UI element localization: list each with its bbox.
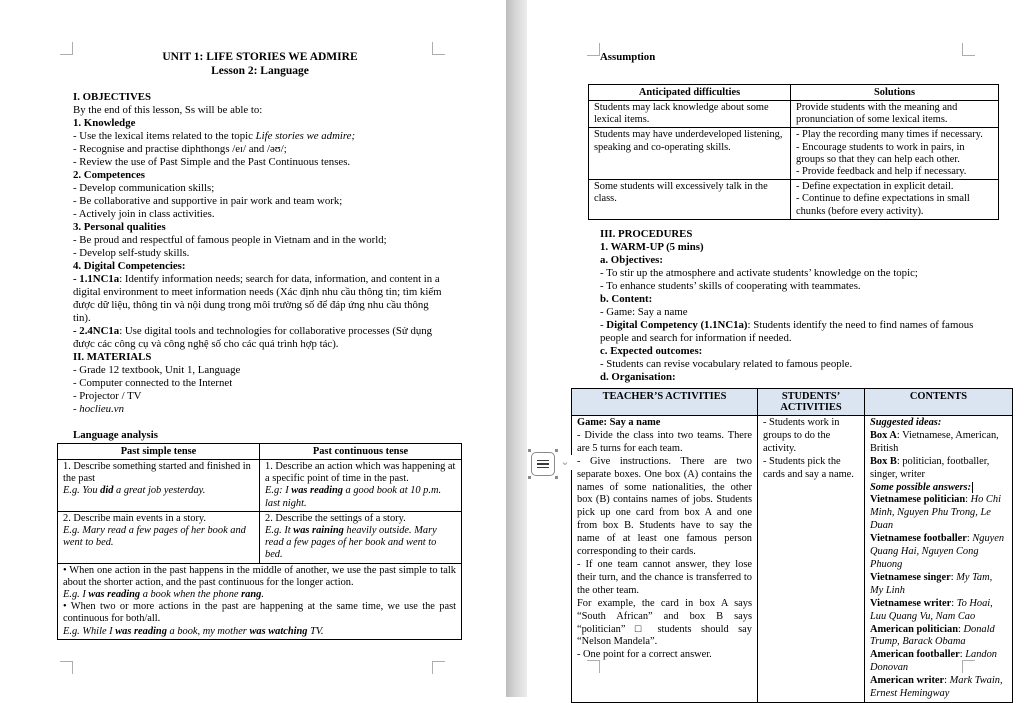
table-row <box>58 511 462 563</box>
paragraph: Box B: politician, footballer, singer, writer <box>870 455 990 480</box>
paragraph: - Actively join in class activities. <box>73 208 215 220</box>
paragraph: - Be proud and respectful of famous people in Vietnam and in the world; <box>73 234 387 246</box>
paragraph: E.g. While I was reading a book, my mother was watching TV. <box>63 625 324 637</box>
paragraph: Provide students with the meaning and pronunciation of some lexical items. <box>796 102 958 126</box>
paragraph: Students may have underdeveloped listening, speaking and co-operating skills. <box>594 129 783 153</box>
assumption-table <box>588 84 999 220</box>
heading: a. Objectives: <box>600 254 663 266</box>
table-cell <box>791 128 999 180</box>
paragraph: - Recognise and practise diphthongs /eɪ/ and /əʊ/; <box>73 143 287 155</box>
paragraph: Students may lack knowledge about some lexical items. <box>594 102 769 126</box>
paragraph: - Use the lexical items related to the topic Life stories we admire; <box>73 130 356 142</box>
paragraph: Vietnamese singer: My Tam, My Linh <box>870 571 993 596</box>
heading: 1. Knowledge <box>73 117 136 129</box>
table-cell <box>260 511 462 563</box>
paragraph: - Grade 12 textbook, Unit 1, Language <box>73 364 241 376</box>
crop-mark <box>432 661 445 674</box>
selection-handle <box>555 449 558 452</box>
table-row <box>58 563 462 639</box>
chevron-down-icon[interactable]: ⌄ <box>557 455 573 470</box>
contents-cell <box>865 416 1013 703</box>
paragraph: For example, the card in box A says “South African” and box B says “politician” □ students should say “Nelson Mandela”. <box>577 597 752 648</box>
paragraph: - Review the use of Past Simple and the Past Continuous tenses. <box>73 156 351 168</box>
heading: b. Content: <box>600 293 653 305</box>
paragraph: • When two or more actions in the past are happening at the same time, we use the past continuous for both/all. <box>63 601 456 625</box>
paragraph: E.g. You did a great job yesterday. <box>63 485 206 497</box>
selection-handle <box>528 449 531 452</box>
heading: UNIT 1: LIFE STORIES WE ADMIRE <box>162 51 358 63</box>
table-cell <box>589 128 791 180</box>
paragraph: - 1.1NC1a: Identify information needs; search for data, information, and content in a digital environment to meet information needs (Xác định nhu cầu thông tin; tìm kiếm được dữ liệu, thông tin và nội dung trong môi trường số để đáp ứng nhu cầu thông tin). <box>73 273 442 324</box>
table-cell <box>589 101 791 128</box>
column-header: Past simple tense <box>58 444 260 460</box>
paragraph: 1. Describe an action which was happening at a specific point of time in the past. <box>265 461 456 485</box>
page-gap-divider <box>506 0 527 697</box>
paragraph <box>73 416 447 429</box>
table-row <box>589 180 999 220</box>
table-cell <box>791 101 999 128</box>
paragraph: Suggested ideas: <box>870 417 942 428</box>
column-header: TEACHER’S ACTIVITIES <box>572 389 758 416</box>
handle-lines-icon <box>537 460 549 462</box>
heading: Game: Say a name <box>577 417 661 428</box>
language-analysis-table <box>57 443 462 640</box>
paragraph: - Game: Say a name <box>600 306 688 318</box>
table-cell <box>58 460 260 512</box>
crop-mark <box>60 42 73 55</box>
paragraph: - To stir up the atmosphere and activate students’ knowledge on the topic; <box>600 267 918 279</box>
paragraph: 2. Describe the settings of a story. <box>265 512 406 524</box>
heading: III. PROCEDURES <box>600 228 693 240</box>
left-page-text <box>73 50 447 442</box>
students-activities-cell <box>758 416 865 703</box>
paragraph: - Students can revise vocabulary related to famous people. <box>600 358 853 370</box>
table-header-row <box>572 389 1013 416</box>
paragraph: - If one team cannot answer, they lose their turn, and the chance is transferred to the other team. <box>577 558 752 596</box>
paragraph: Box A: Vietnamese, American, British <box>870 429 999 454</box>
paragraph: - Provide feedback and help if necessary. <box>796 166 967 178</box>
table-cell <box>589 180 791 220</box>
paragraph: - Be collaborative and supportive in pair work and team work; <box>73 195 343 207</box>
table-header-row <box>589 85 999 101</box>
paragraph: - 2.4NC1a: Use digital tools and technologies for collaborative processes (Sử dụng được các công cụ và công nghệ số cho các quá trình hợp tác). <box>73 325 433 350</box>
handle-lines-icon <box>537 467 549 469</box>
paragraph: - Projector / TV <box>73 390 142 402</box>
teacher-activities-cell <box>572 416 758 703</box>
paragraph: - Digital Competency (1.1NC1a): Students identify the need to find names of famous people and search for information if needed. <box>600 319 974 344</box>
table-header-row <box>58 444 462 460</box>
table-cell <box>58 511 260 563</box>
heading: I. OBJECTIVES <box>73 91 152 103</box>
procedures-section-text <box>600 228 995 384</box>
table-row <box>572 416 1013 703</box>
assumption-heading <box>600 51 990 64</box>
page-right <box>527 0 1034 700</box>
column-header: Past continuous tense <box>260 444 462 460</box>
column-header: STUDENTS’ ACTIVITIES <box>758 389 865 416</box>
paragraph: - hoclieu.vn <box>73 403 124 415</box>
paragraph: - Computer connected to the Internet <box>73 377 233 389</box>
paragraph: E.g: I was reading a good book at 10 p.m. last night. <box>265 485 442 509</box>
heading: Lesson 2: Language <box>211 65 309 77</box>
paragraph: - Develop communication skills; <box>73 182 215 194</box>
paragraph: - Give instructions. There are two separate boxes. One box (A) contains the names of some nationalities, the other box (B) contains names of jobs. Students pick up one card from box A and one from box B. Students have to say the name of at least one famous person corresponding to their cards. <box>577 455 752 558</box>
handle-lines-icon <box>537 463 549 465</box>
table-row <box>589 101 999 128</box>
paragraph <box>73 78 447 91</box>
table-cell <box>260 460 462 512</box>
column-header: Anticipated difficulties <box>589 85 791 101</box>
paragraph: - Students pick the cards and say a name. <box>763 455 854 480</box>
paragraph: E.g. Mary read a few pages of her book and went to bed. <box>63 525 246 549</box>
column-header: CONTENTS <box>865 389 1013 416</box>
selection-handle <box>528 476 531 479</box>
paragraph: - Develop self-study skills. <box>73 247 190 259</box>
paragraph: • When one action in the past happens in the middle of another, we use the past simple to talk about the shorter action, and the past continuous for the longer action. <box>63 564 456 588</box>
paragraph: - Encourage students to work in pairs, in groups so that they can help each other. <box>796 141 965 165</box>
heading: Assumption <box>600 51 656 63</box>
paragraph: American writer: Mark Twain, Ernest Hemingway <box>870 675 1003 700</box>
paragraph: - Continue to define expectations in small chunks (before every activity). <box>796 193 970 217</box>
crop-mark <box>60 661 73 674</box>
paragraph: Vietnamese footballer: Nguyen Quang Hai, Nguyen Cong Phuong <box>870 533 1005 570</box>
crop-mark <box>587 43 600 56</box>
heading: Language analysis <box>73 429 158 441</box>
paragraph: American politician: Donald Trump, Barack Obama <box>870 623 995 648</box>
page-left <box>0 0 506 697</box>
selection-handle <box>555 476 558 479</box>
paragraph: - Students work in groups to do the activity. <box>763 417 840 454</box>
paragraph: - To enhance students’ skills of cooperating with teammates. <box>600 280 861 292</box>
paragraph: 1. Describe something started and finished in the past <box>63 461 251 485</box>
paragraph: - Divide the class into two teams. There are 5 turns for each team. <box>577 429 752 454</box>
paragraph: E.g. It was raining heavily outside. Mary read a few pages of her book and went to bed. <box>265 525 437 561</box>
heading: 2. Competences <box>73 169 145 181</box>
column-header: Solutions <box>791 85 999 101</box>
paragraph: - Play the recording many times if necessary. <box>796 129 983 141</box>
table-cell <box>791 180 999 220</box>
table-row <box>589 128 999 180</box>
heading: d. Organisation: <box>600 371 676 383</box>
paragraph: 2. Describe main events in a story. <box>63 512 207 524</box>
table-row <box>58 460 462 512</box>
heading: 3. Personal qualities <box>73 221 166 233</box>
paragraph: - Define expectation in explicit detail. <box>796 181 954 193</box>
paragraph: American footballer: Landon Donovan <box>870 649 998 674</box>
procedures-table <box>571 388 1013 703</box>
heading: 1. WARM-UP (5 mins) <box>600 241 704 253</box>
paragraph: - One point for a correct answer. <box>577 649 712 661</box>
paragraph: Vietnamese politician: Ho Chi Minh, Nguyen Phu Trong, Le Duan <box>870 494 1001 532</box>
table-cell <box>58 563 462 639</box>
table-handle-button[interactable] <box>531 452 555 476</box>
heading: II. MATERIALS <box>73 351 152 363</box>
paragraph: By the end of this lesson, Ss will be able to: <box>73 104 263 116</box>
paragraph: Some students will excessively talk in the class. <box>594 181 768 205</box>
heading: c. Expected outcomes: <box>600 345 703 357</box>
paragraph: Some possible answers: <box>870 481 972 493</box>
heading: 4. Digital Competencies: <box>73 260 186 272</box>
paragraph: Vietnamese writer: To Hoai, Luu Quang Vu, Nam Cao <box>870 597 993 622</box>
paragraph: E.g. I was reading a book when the phone rang. <box>63 589 264 601</box>
